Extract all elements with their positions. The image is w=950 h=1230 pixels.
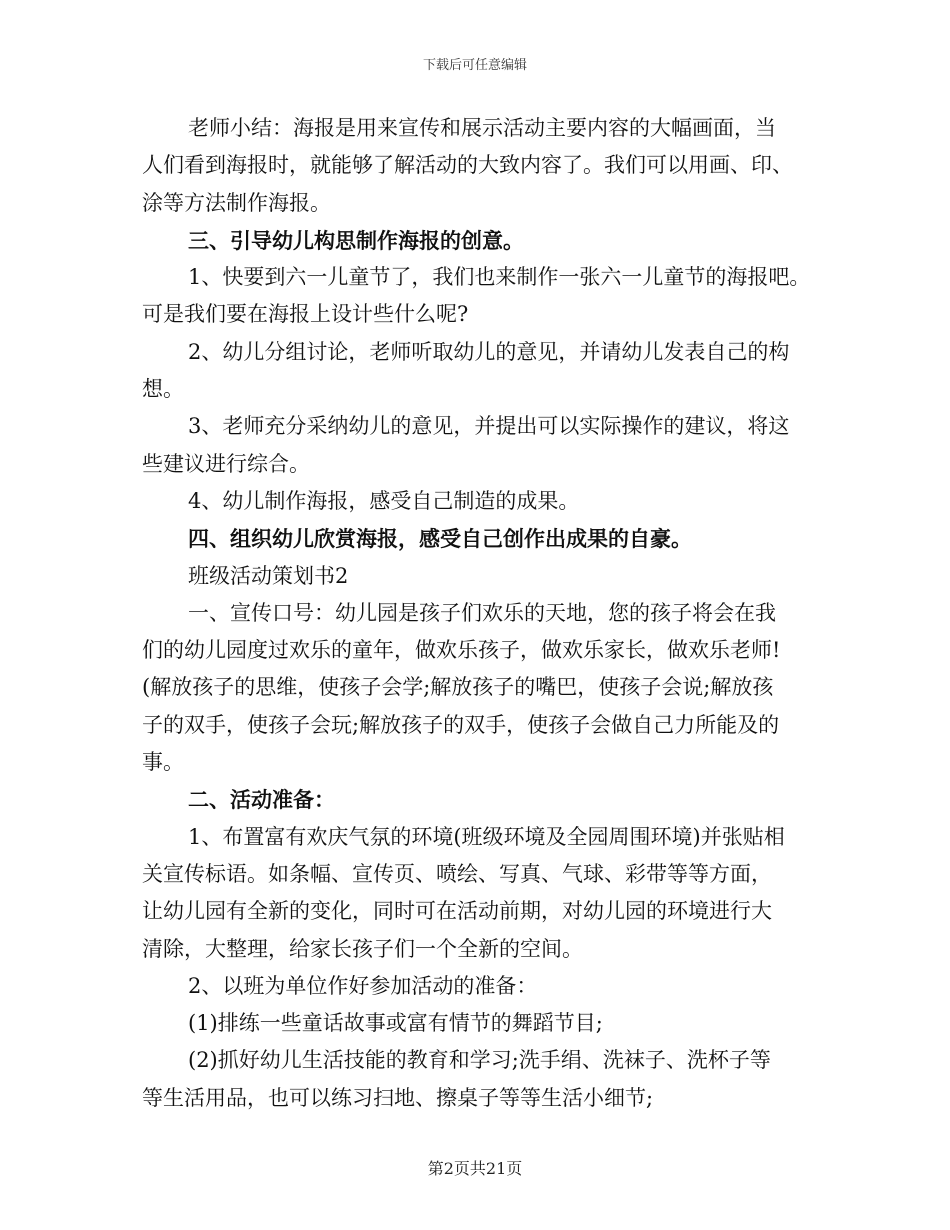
section-heading-line: 四、组织幼儿欣赏海报，感受自己创作出成果的自豪。: [188, 526, 692, 552]
paragraph-line: 人们看到海报时，就能够了解活动的大致内容了。我们可以用画、印、: [142, 153, 793, 178]
paragraph-line: (1)排练一些童话故事或富有情节的舞蹈节目;: [188, 1011, 603, 1036]
paragraph-line: 关宣传标语。如条幅、宣传页、喷绘、写真、气球、彩带等等方面，: [142, 861, 772, 886]
paragraph-line: 清除，大整理，给家长孩子们一个全新的空间。: [142, 936, 583, 961]
section-heading-line: 三、引导幼儿构思制作海报的创意。: [188, 227, 524, 253]
paragraph-line: 事。: [142, 750, 184, 775]
paragraph-line: 子的双手，使孩子会玩;解放孩子的双手，使孩子会做自己力所能及的: [142, 712, 780, 737]
paragraph-line: 可是我们要在海报上设计些什么呢?: [142, 302, 469, 327]
page-footer: 第2页共21页: [427, 1159, 523, 1178]
paragraph-line: 班级活动策划书2: [188, 563, 349, 588]
paragraph-line: (2)抓好幼儿生活技能的教育和学习;洗手绢、洗袜子、洗杯子等: [188, 1048, 771, 1073]
paragraph-line: 涂等方法制作海报。: [142, 190, 331, 215]
paragraph-line: 想。: [142, 377, 184, 402]
paragraph-line: 2、幼儿分组讨论，老师听取幼儿的意见，并请幼儿发表自己的构: [188, 339, 790, 364]
section-heading-line: 二、活动准备：: [188, 787, 335, 813]
paragraph-line: 老师小结：海报是用来宣传和展示活动主要内容的大幅画面，当: [188, 116, 776, 140]
paragraph-line: 一、宣传口号：幼儿园是孩子们欢乐的天地，您的孩子将会在我: [188, 600, 776, 625]
paragraph-line: 3、老师充分采纳幼儿的意见，并提出可以实际操作的建议，将这: [188, 414, 790, 439]
paragraph-line: 2、以班为单位作好参加活动的准备：: [188, 973, 538, 998]
paragraph-line: 们的幼儿园度过欢乐的童年，做欢乐孩子，做欢乐家长，做欢乐老师!: [142, 638, 781, 663]
paragraph-line: 让幼儿园有全新的变化，同时可在活动前期，对幼儿园的环境进行大: [142, 899, 772, 924]
paragraph-line: 1、快要到六一儿童节了，我们也来制作一张六一儿童节的海报吧。: [188, 265, 811, 290]
paragraph-line: 等生活用品，也可以练习扫地、擦桌子等等生活小细节;: [142, 1085, 654, 1110]
document-body: [142, 110, 818, 1117]
paragraph-line: 4、幼儿制作海报，感受自己制造的成果。: [188, 488, 580, 513]
paragraph-line: (解放孩子的思维，使孩子会学;解放孩子的嘴巴，使孩子会说;解放孩: [142, 675, 774, 700]
paragraph-line: 些建议进行综合。: [142, 451, 310, 476]
paragraph-line: 1、布置富有欢庆气氛的环境(班级环境及全园周围环境)并张贴相: [188, 824, 785, 849]
page-header: 下载后可任意编辑: [422, 58, 527, 73]
